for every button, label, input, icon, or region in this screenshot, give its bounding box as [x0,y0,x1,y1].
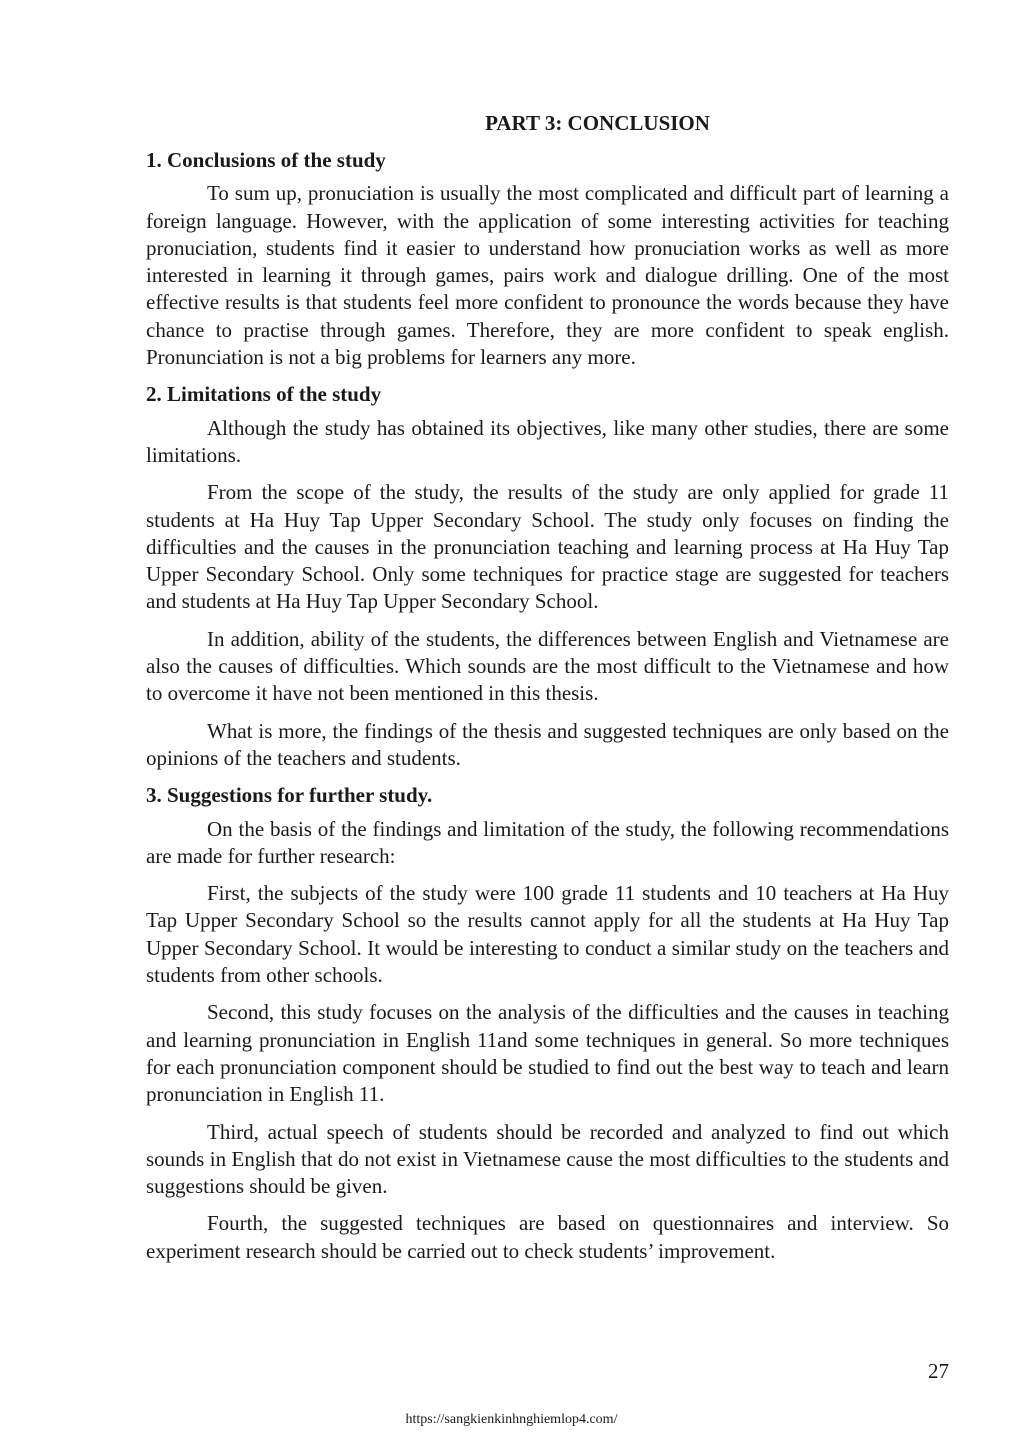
paragraph: Although the study has obtained its objectives, like many other studies, there are some limitations. [146,415,949,467]
paragraph: Fourth, the suggested techniques are based on questionnaires and interview. So experiment research should be carried out to check students’ improvement. [146,1211,949,1263]
footer-url[interactable]: https://sangkienkinhnghiemlop4.com/ [405,1412,618,1427]
paragraph: Second, this study focuses on the analysis of the difficulties and the causes in teaching and learning pronunciation in English 11and some techniques in general. So more techniques for each pronunciation component should be studied to find out the best way to teach and learn pronunciation in English 11. [146,1000,949,1107]
section-heading: 3. Suggestions for further study. [146,783,433,808]
paragraph: What is more, the findings of the thesis and suggested techniques are only based on the opinions of the teachers and students. [146,718,949,770]
paragraph: To sum up, pronuciation is usually the most complicated and difficult part of learning a foreign language. However, with the application of some interesting activities for teaching pronuciation, students find it easier to understand how pronuciation works as well as more interested in learning it through games, pairs work and dialogue drilling. One of the most effective results is that students feel more confident to pronounce the words because they have chance to practise through games. Therefore, they are more confident to speak english. Pronunciation is not a big problems for learners any more. [146,181,949,370]
page-number: 27 [928,1359,949,1383]
section-heading: 2. Limitations of the study [146,382,382,407]
document-body [146,147,949,1275]
paragraph: On the basis of the findings and limitation of the study, the following recommendations are made for further research: [146,816,949,868]
section-heading: 1. Conclusions of the study [146,148,386,172]
page-title: PART 3: CONCLUSION [485,111,710,135]
paragraph: First, the subjects of the study were 100 grade 11 students and 10 teachers at Ha Huy Tap Upper Secondary School so the results cannot apply for all the students at Ha Huy Tap Upper Secondary School. It would be interesting to conduct a similar study on the teachers and students from other schools. [146,881,949,988]
paragraph: Third, actual speech of students should be recorded and analyzed to find out which sounds in English that do not exist in Vietnamese cause the most difficulties to the students and suggestions should be given. [146,1119,949,1199]
paragraph: In addition, ability of the students, the differences between English and Vietnamese are also the causes of difficulties. Which sounds are the most difficult to the Vietnamese and how to overcome it have not been mentioned in this thesis. [146,626,949,706]
paragraph: From the scope of the study, the results of the study are only applied for grade 11 students at Ha Huy Tap Upper Secondary School. The study only focuses on finding the difficulties and the causes in the pronunciation teaching and learning process at Ha Huy Tap Upper Secondary School. Only some techniques for practice stage are suggested for teachers and students at Ha Huy Tap Upper Secondary School. [146,480,949,614]
